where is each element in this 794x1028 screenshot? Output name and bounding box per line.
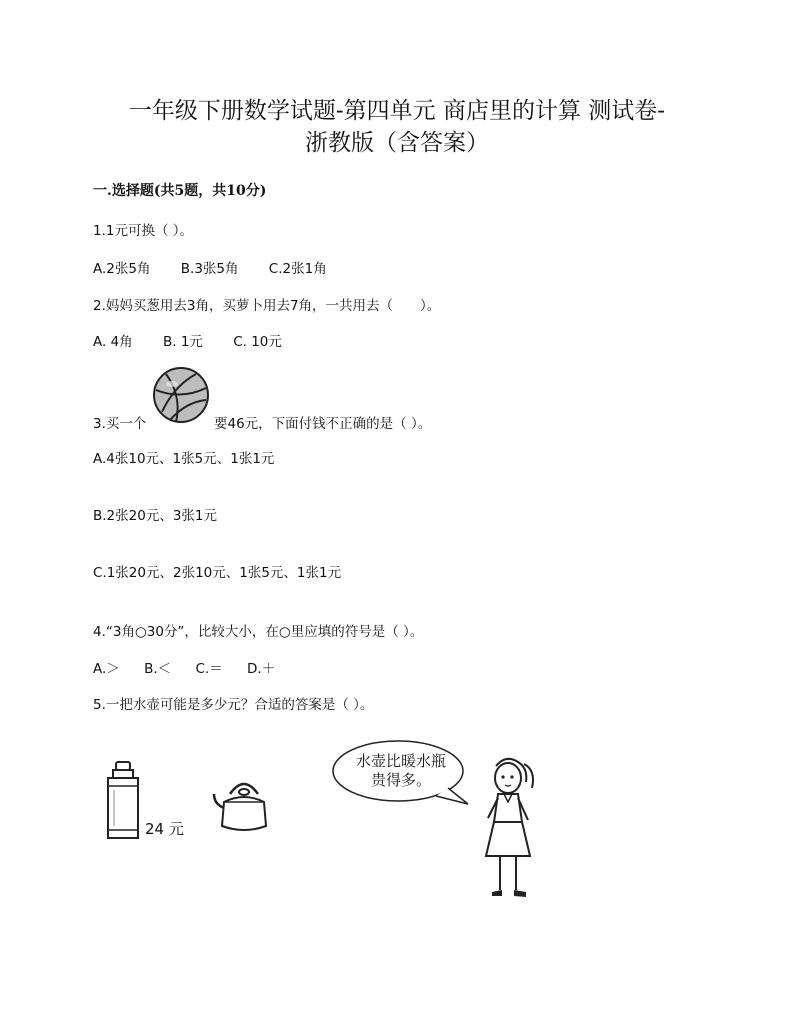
thermos-price: 24 元	[145, 820, 184, 838]
kettle-icon	[212, 772, 276, 836]
girl-illustration	[470, 752, 542, 902]
option-c: C.2张1角	[268, 261, 327, 277]
option-a: A.2张5角	[93, 261, 151, 277]
option-d: D.＋	[246, 661, 276, 677]
option-b: B.3张5角	[180, 261, 239, 277]
option-c: C. 10元	[233, 334, 282, 350]
speech-line-1: 水壶比暖水瓶	[355, 752, 446, 770]
question-1-options	[93, 260, 353, 278]
page-title-line2: 浙教版（含答案）	[305, 130, 489, 156]
question-3-option-c: C.1张20元、2张10元、1张5元、1张1元	[93, 565, 342, 581]
question-4-options	[93, 660, 295, 678]
option-a: A. 4角	[93, 334, 133, 350]
question-2: 2.妈妈买葱用去3角，买萝卜用去7角，一共用去（ ）。	[93, 298, 441, 314]
thermos-icon	[102, 760, 146, 842]
speech-line-2: 贵得多。	[370, 771, 431, 789]
section-heading: 一.选择题(共5题，共10分)	[93, 183, 267, 199]
question-1: 1.1元可换（ ）。	[93, 223, 194, 239]
speech-text	[340, 752, 462, 790]
option-c: C.＝	[195, 661, 223, 677]
question-3-option-b: B.2张20元、3张1元	[93, 508, 217, 524]
option-b: B. 1元	[162, 334, 203, 350]
option-a: A.＞	[93, 661, 120, 677]
basketball-icon	[152, 366, 210, 424]
question-2-options	[93, 333, 308, 351]
option-b: B.＜	[144, 661, 172, 677]
page-title-line1: 一年级下册数学试题-第四单元 商店里的计算 测试卷-	[128, 98, 666, 124]
question-3-prefix: 3.买一个	[93, 416, 147, 432]
question-3-suffix: 要46元，下面付钱不正确的是（ ）。	[214, 416, 432, 432]
question-3-option-a: A.4张10元、1张5元、1张1元	[93, 451, 275, 467]
question-4: 4.“3角○30分”，比较大小，在○里应填的符号是（ ）。	[93, 624, 424, 640]
question-5: 5.一把水壶可能是多少元？合适的答案是（ ）。	[93, 697, 374, 713]
